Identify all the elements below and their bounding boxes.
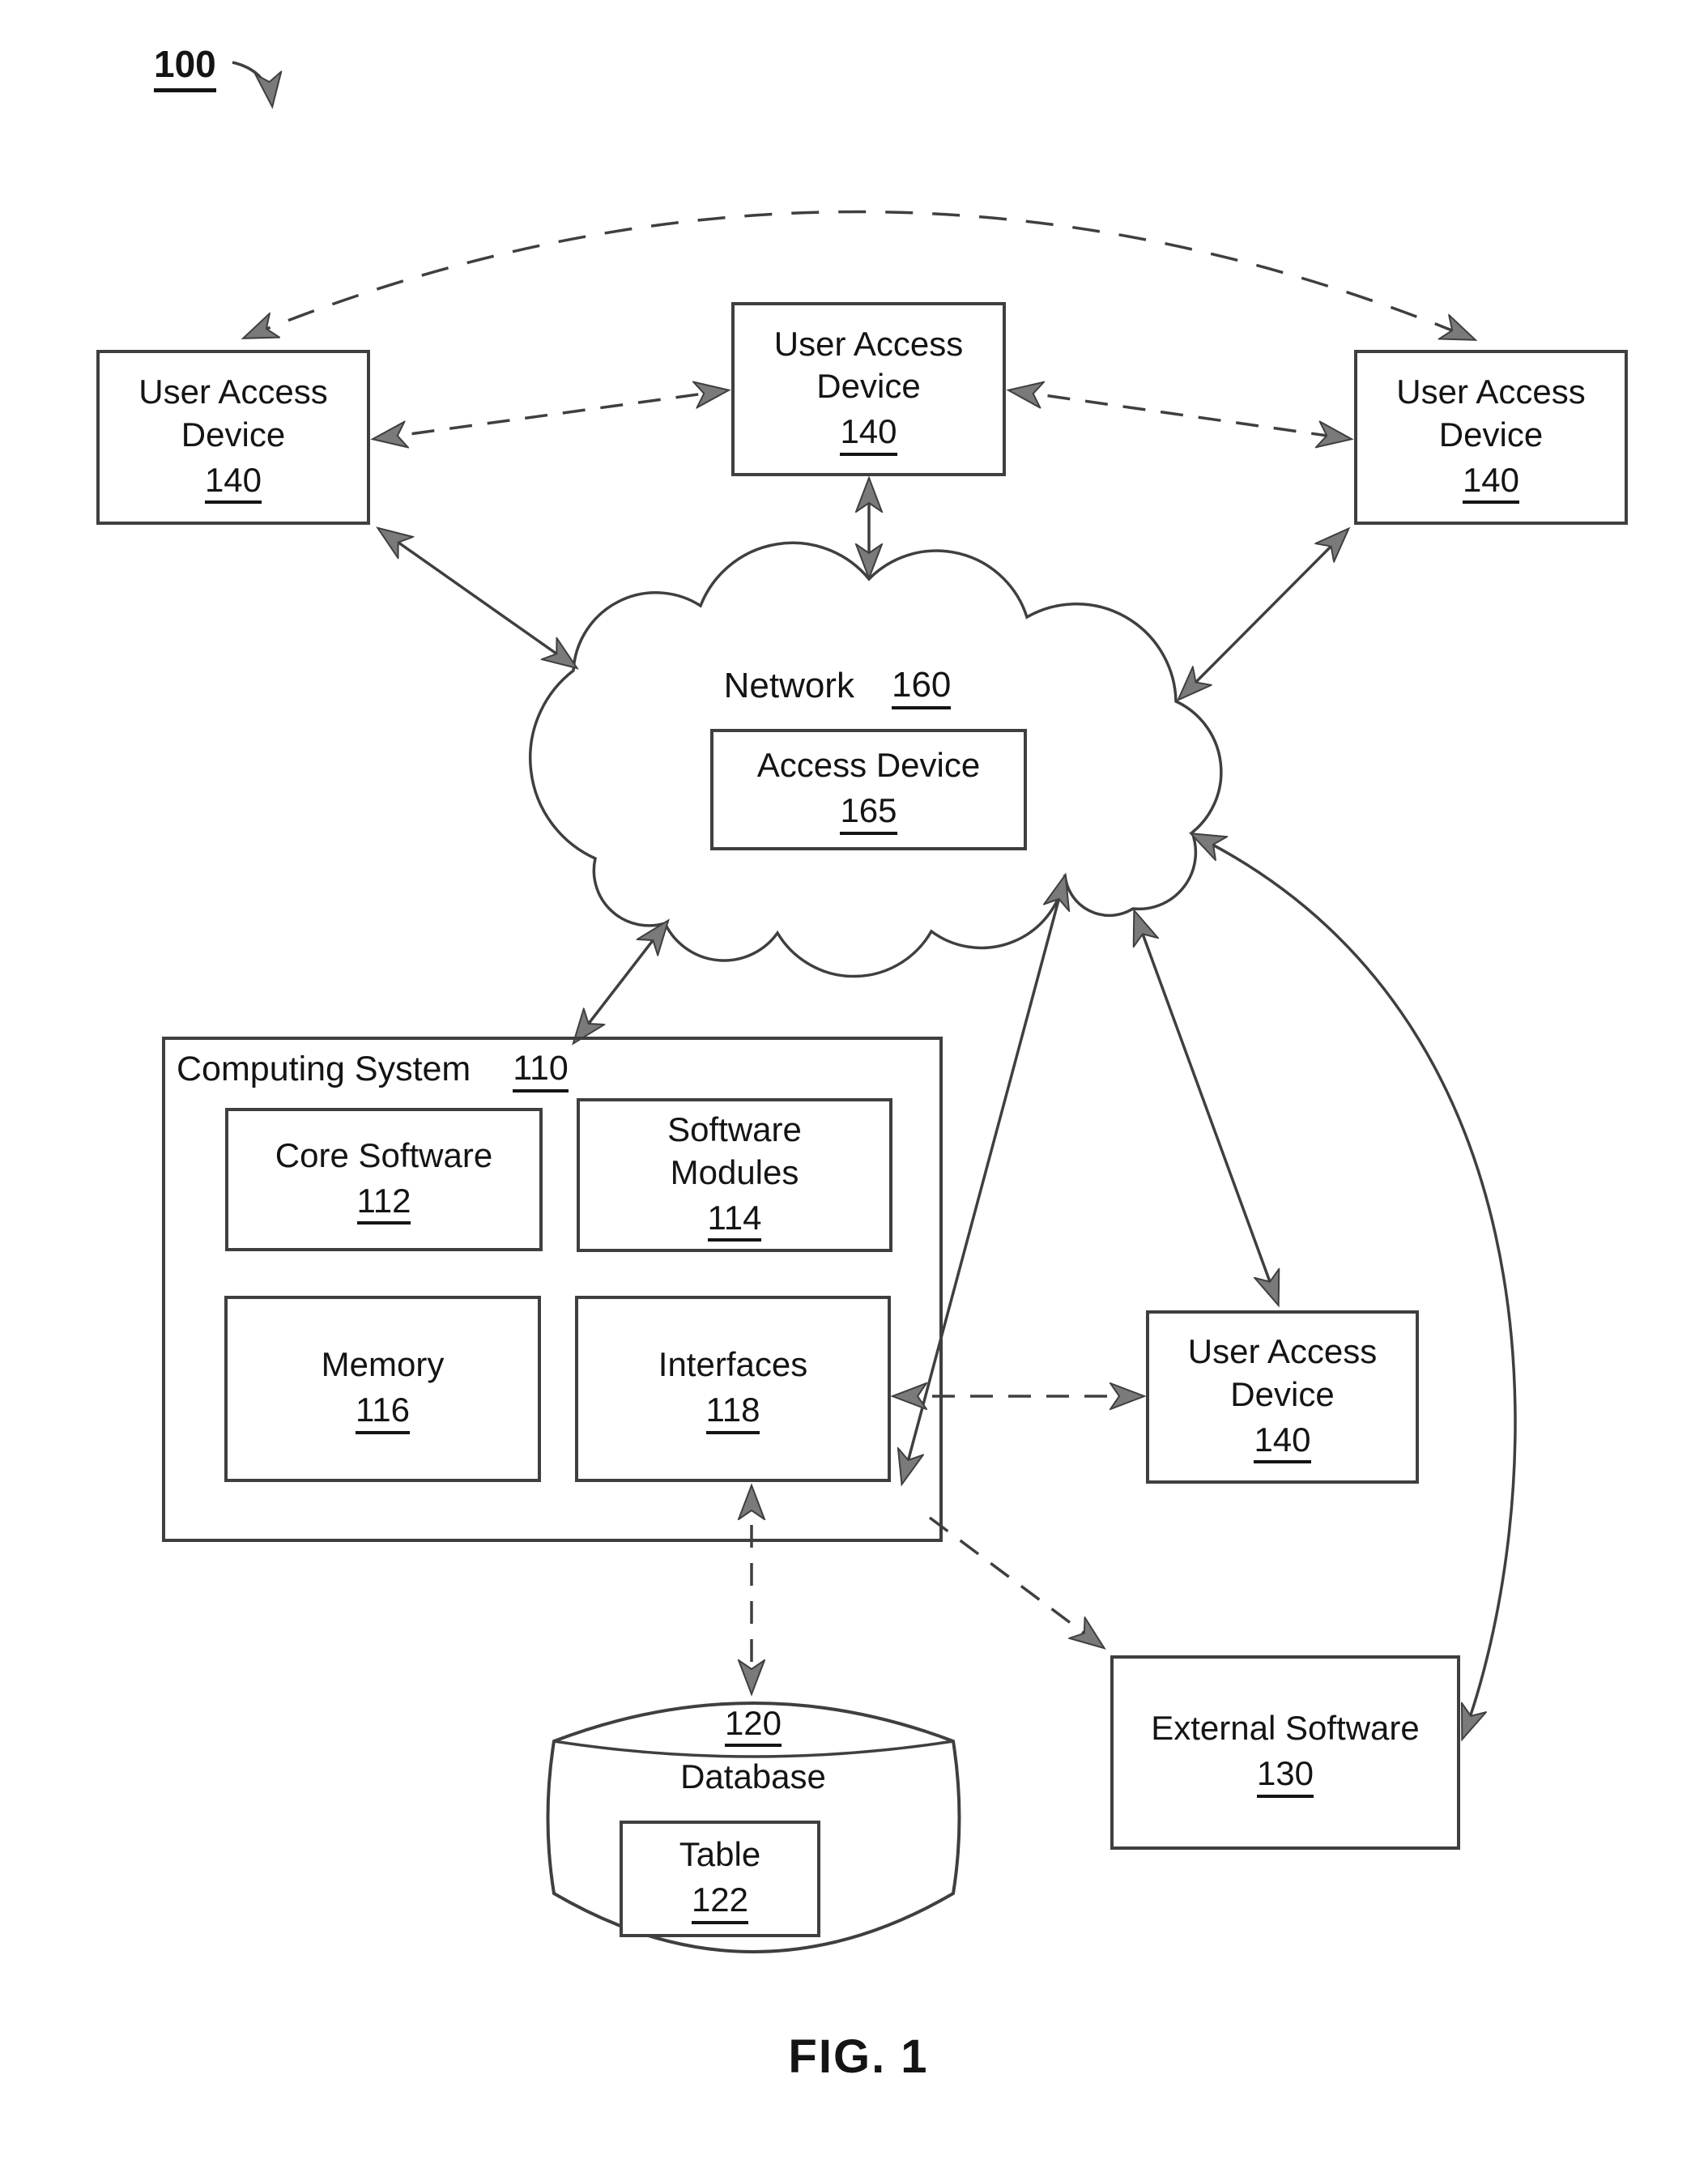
node-interfaces — [575, 1296, 891, 1482]
node-label: External Software — [1151, 1709, 1420, 1748]
node-label: User Access Device — [773, 324, 964, 406]
node-label: Memory — [321, 1345, 445, 1384]
node-ref: 140 — [1254, 1421, 1310, 1463]
network-ref: 160 — [892, 666, 951, 709]
node-label: Interfaces — [658, 1345, 808, 1384]
node-user-access-device-mid-right — [1146, 1310, 1419, 1484]
node-label: User Access Device — [138, 373, 328, 454]
node-ref: 118 — [706, 1391, 760, 1433]
node-ref: 116 — [356, 1391, 410, 1433]
node-label: User Access Device — [1396, 373, 1586, 454]
arrow-left-device-cloud — [379, 529, 576, 667]
node-access-device — [710, 729, 1027, 850]
node-label: Software Modules — [667, 1110, 802, 1191]
network-label-row — [675, 666, 999, 709]
figure-number-label: 100 — [154, 42, 216, 92]
node-table — [620, 1821, 820, 1937]
node-ref: 165 — [840, 792, 897, 834]
node-memory — [224, 1296, 541, 1482]
node-label: Core Software — [275, 1135, 493, 1174]
database-label: Database — [680, 1757, 826, 1795]
node-user-access-device-top-middle — [731, 302, 1006, 476]
arrow-cloud-computing-system — [574, 922, 667, 1042]
computing-system-ref: 110 — [513, 1050, 569, 1093]
node-label: Table — [679, 1835, 761, 1874]
computing-system-label: Computing System — [177, 1050, 471, 1088]
node-label: Access Device — [756, 746, 981, 785]
node-ref: 140 — [840, 413, 897, 455]
node-software-modules — [577, 1098, 892, 1252]
database-ref: 120 — [725, 1705, 782, 1747]
curved-arrow-cloud-external-software — [1192, 834, 1515, 1738]
dashed-arrow-middle-to-right-device — [1010, 390, 1350, 439]
node-external-software — [1110, 1655, 1460, 1850]
computing-system-title — [177, 1050, 569, 1093]
arrow-cloud-midright-device — [1135, 912, 1278, 1304]
node-ref: 130 — [1257, 1755, 1314, 1797]
node-ref: 122 — [692, 1881, 748, 1923]
node-ref: 112 — [357, 1182, 411, 1225]
node-user-access-device-top-left — [96, 350, 370, 525]
node-core-software — [225, 1108, 543, 1251]
arrow-right-device-cloud — [1179, 530, 1348, 699]
database-ref-row — [672, 1704, 834, 1747]
node-user-access-device-top-right — [1354, 350, 1628, 525]
dashed-arrow-left-to-middle-device — [374, 390, 727, 439]
figure-caption: FIG. 1 — [788, 2030, 929, 2083]
node-label: User Access Device — [1187, 1332, 1378, 1413]
node-ref: 140 — [1463, 462, 1519, 504]
figure-number-arrow — [232, 62, 272, 105]
node-ref: 140 — [205, 462, 262, 504]
dashed-arrow-interfaces-external — [930, 1518, 1103, 1647]
node-ref: 114 — [708, 1199, 762, 1242]
network-label: Network — [723, 666, 854, 705]
